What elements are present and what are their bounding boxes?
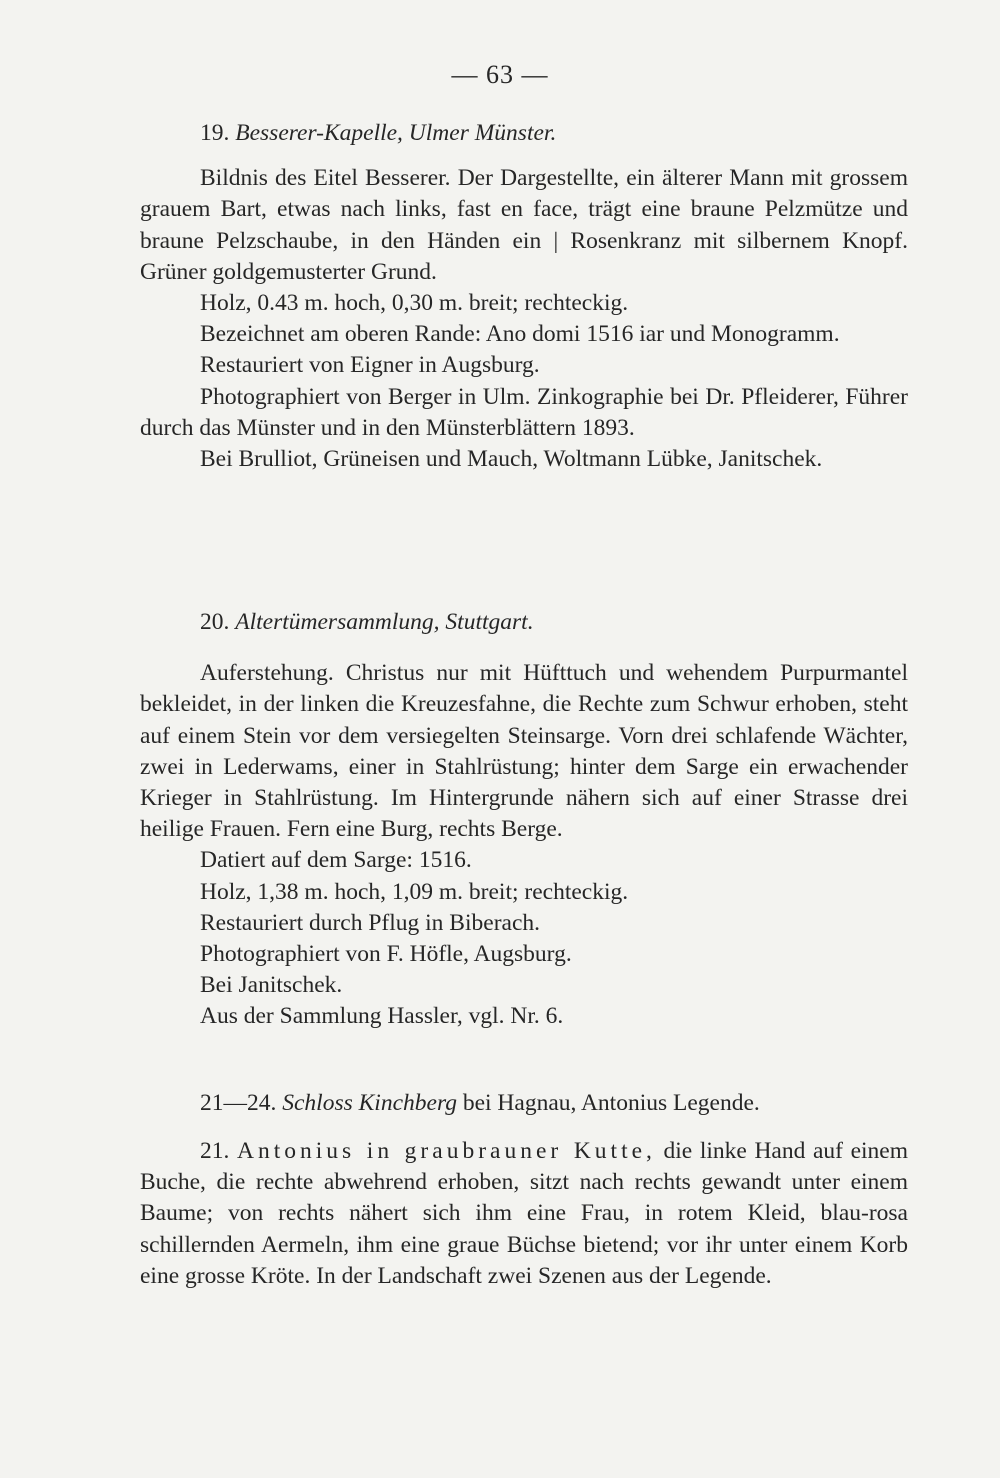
entry-title-rest: bei Hagnau, Antonius Legende. [462, 1090, 760, 1116]
entry-date: Datiert auf dem Sarge: 1516. [200, 847, 472, 874]
entry-20 [140, 607, 908, 1033]
page-number: — 63 — [451, 60, 549, 89]
entry-literature: Bei Brulliot, Grüneisen und Mauch, Woltmann Lübke, Janitschek. [200, 446, 823, 473]
entry-subject: Antonius in graubrauner Kutte, [237, 1138, 656, 1164]
entry-literature: Bei Janitschek. [200, 972, 343, 999]
entry-number: 21—24. [200, 1090, 277, 1116]
entry-title: Altertümersammlung, Stuttgart. [235, 609, 534, 635]
entry-title: Besserer-Kapelle, Ulmer Münster. [235, 120, 557, 146]
entry-heading [140, 1088, 908, 1119]
entry-restoration: Restauriert von Eigner in Augsburg. [200, 352, 540, 379]
entry-21-24-heading [140, 1088, 908, 1119]
entry-description: Bildnis des Eitel Besserer. Der Dargestellte, ein älterer Mann mit grossem grauem Bart, etwas nach links, fast en face, trägt eine braune Pelzmütze und braune Pelzschaube, in den Händen ein | Rosenkranz mit silbernem Knopf. Grüner goldgemusterter Grund. [140, 165, 908, 285]
entry-description: Auferstehung. Christus nur mit Hüfttuch und wehendem Purpurmantel bekleidet, in der linken die Kreuzesfahne, die Rechte zum Schwur erhoben, steht auf einem Stein vor dem versiegelten Steinsarge. Vorn drei schlafende Wächter, zwei in Lederwams, einer in Stahlrüstung; hinter dem Sarge ein erwachender Krieger in Stahlrüstung. Im Hintergrunde nähern sich auf einer Strasse drei heilige Frauen. Fern eine Burg, rechts Berge. [140, 660, 908, 843]
entry-heading [140, 607, 908, 638]
entry-heading [140, 118, 908, 149]
entry-number: 20. [200, 609, 230, 635]
entry-dimensions: Holz, 0.43 m. hoch, 0,30 m. breit; rechteckig. [200, 290, 629, 317]
entry-inscription: Bezeichnet am oberen Rande: Ano domi 1516 iar und Monogramm. [200, 321, 840, 348]
entry-photography: Photographiert von Berger in Ulm. Zinkographie bei Dr. Pfleiderer, Führer durch das Münster und in den Münsterblättern 1893. [140, 383, 908, 441]
entry-19 [140, 118, 908, 475]
entry-title: Schloss Kinchberg [282, 1090, 457, 1116]
entry-number: 19. [200, 120, 230, 146]
entry-description [140, 1136, 908, 1292]
entry-text: die linke Hand auf einem Buche, die rechte abwehrend erhoben, sitzt nach rechts gewandt unter einem Baume; von rechts nähert sich ihm eine Frau, in rotem Kleid, blau-rosa schillernden Aermeln, ihm eine graue Büchse bietend; vor ihr unter einem Korb eine grosse Kröte. In der Landschaft zwei Szenen aus der Legende. [140, 1138, 909, 1289]
entry-provenance: Aus der Sammlung Hassler, vgl. Nr. 6. [200, 1003, 564, 1030]
entry-21 [140, 1136, 908, 1292]
entry-number: 21. [200, 1138, 230, 1164]
entry-photography: Photographiert von F. Höfle, Augsburg. [200, 941, 572, 968]
entry-restoration: Restauriert durch Pflug in Biberach. [200, 909, 541, 936]
entry-dimensions: Holz, 1,38 m. hoch, 1,09 m. breit; rechteckig. [200, 878, 629, 905]
